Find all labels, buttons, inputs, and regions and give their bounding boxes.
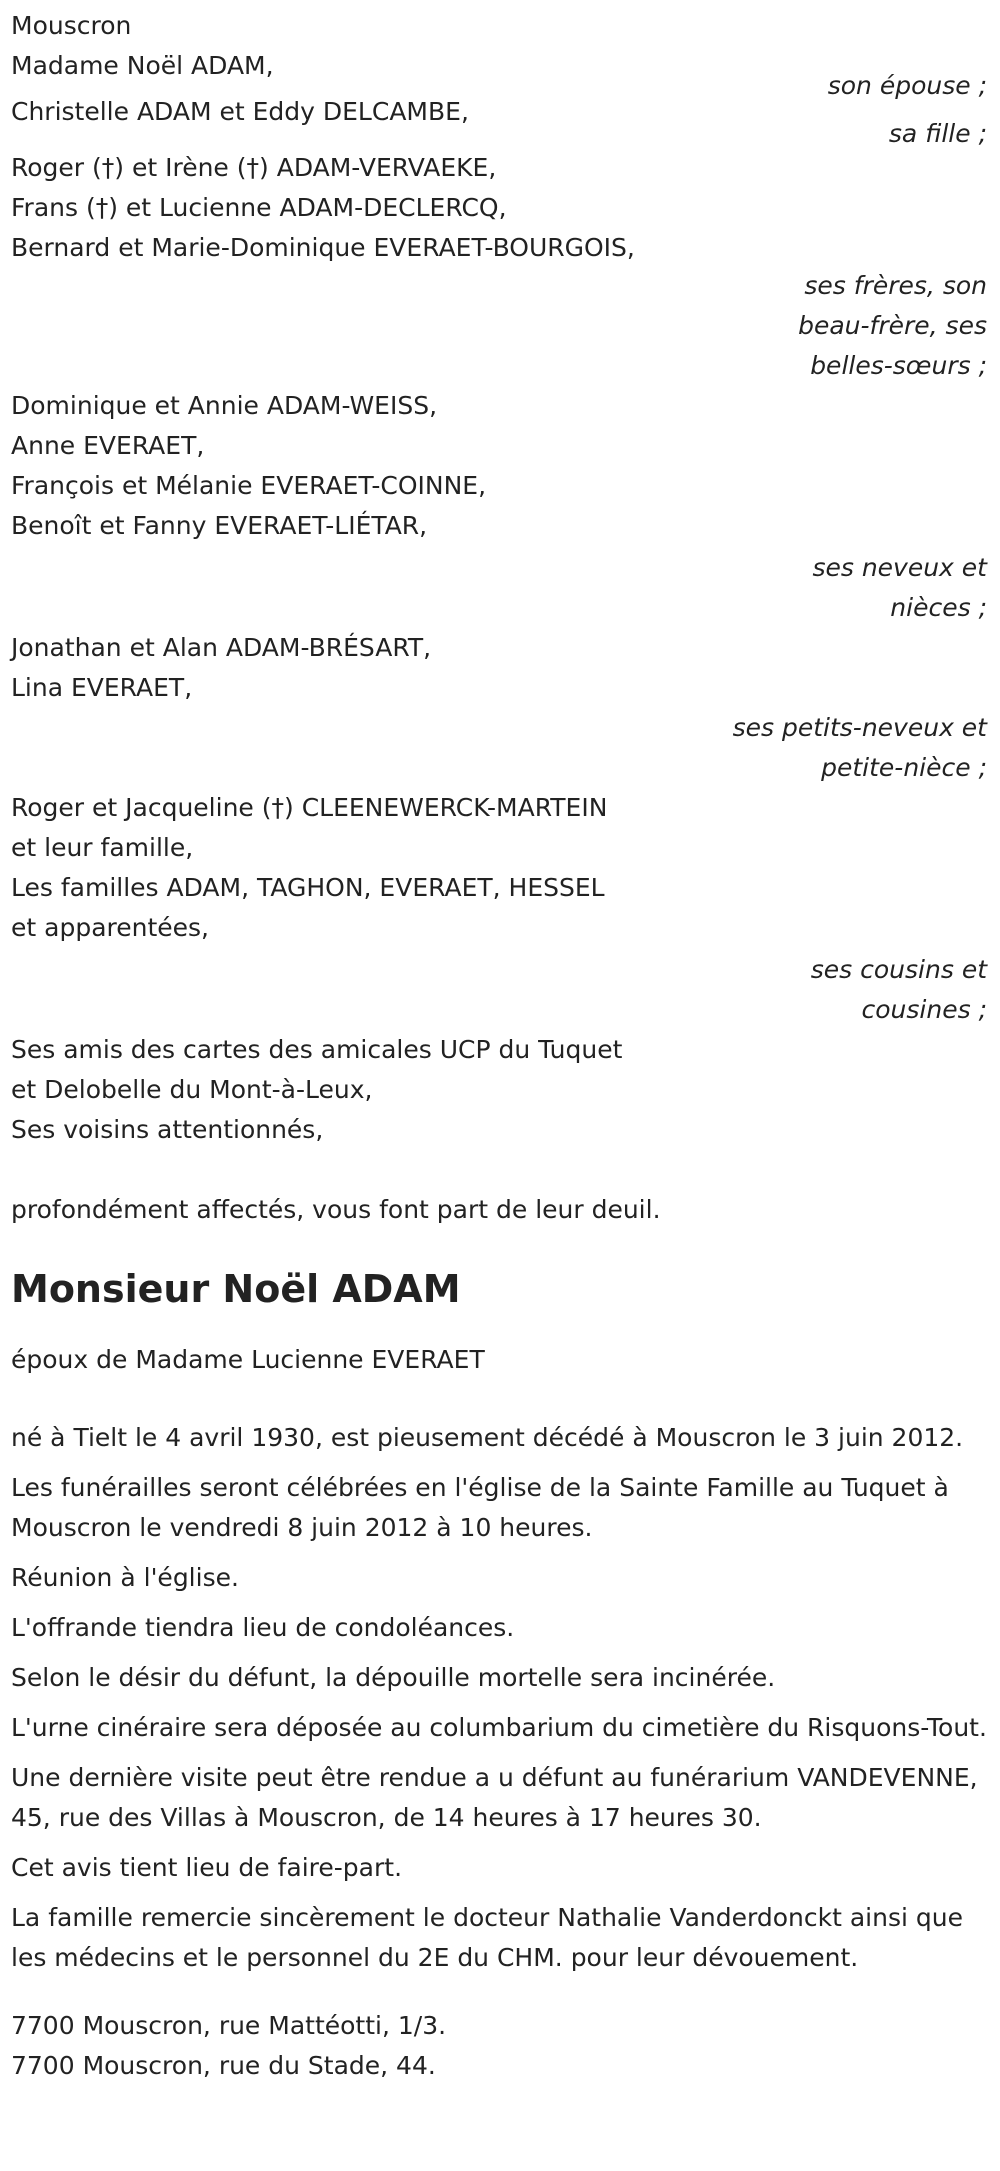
- visit-paragraph: Une dernière visite peut être rendue a u défunt au funérarium VANDEVENNE, 45, rue des Villas à Mouscron, de 14 heures à 17 heures 30.: [11, 1763, 978, 1832]
- relation-label: ses cousins et: [810, 955, 987, 984]
- addresses: [11, 2006, 989, 2086]
- urn-paragraph: L'urne cinéraire sera déposée au columbarium du cimetière du Risquons-Tout.: [11, 1713, 987, 1742]
- announcement-body: [11, 1418, 989, 1978]
- closing-line: profondément affectés, vous font part de leur deuil.: [11, 1195, 661, 1224]
- family-name-line: et leur famille,: [11, 833, 194, 862]
- family-name-line: Lina EVERAET,: [11, 673, 193, 702]
- family-group-nephews: [11, 386, 989, 628]
- relation-label: beau-frère, ses: [798, 311, 987, 340]
- address-line: 7700 Mouscron, rue Mattéotti, 1/3.: [11, 2011, 447, 2040]
- relation-label: ses frères, son: [804, 271, 987, 300]
- relation-label: petite-nièce ;: [821, 753, 987, 782]
- spouse-line: époux de Madame Lucienne EVERAET: [11, 1345, 485, 1374]
- family-name-line: Jonathan et Alan ADAM-BRÉSART,: [11, 633, 432, 662]
- family-name-line: Frans (†) et Lucienne ADAM-DECLERCQ,: [11, 193, 507, 222]
- family-name-line: et apparentées,: [11, 913, 209, 942]
- family-name-line: Anne EVERAET,: [11, 431, 205, 460]
- relation-label: belles-sœurs ;: [810, 351, 987, 380]
- funeral-paragraph: Les funérailles seront célébrées en l'église de la Sainte Famille au Tuquet à Mouscron le vendredi 8 juin 2012 à 10 heures.: [11, 1473, 949, 1542]
- friends-line: et Delobelle du Mont-à-Leux,: [11, 1075, 373, 1104]
- relation-label: ses neveux et: [812, 553, 987, 582]
- relation-label: son épouse ;: [827, 71, 987, 100]
- family-group-siblings: [11, 148, 989, 386]
- notice-paragraph: Cet avis tient lieu de faire-part.: [11, 1853, 403, 1882]
- relation-label: ses petits-neveux et: [732, 713, 987, 742]
- relation-label: cousines ;: [861, 995, 987, 1024]
- city-heading: Mouscron: [11, 11, 132, 40]
- relation-label: sa fille ;: [888, 119, 987, 148]
- address-line: 7700 Mouscron, rue du Stade, 44.: [11, 2051, 436, 2080]
- friends-group: [11, 1030, 989, 1150]
- friends-line: Ses voisins attentionnés,: [11, 1115, 324, 1144]
- family-name-line: Christelle ADAM et Eddy DELCAMBE,: [11, 97, 469, 126]
- family-name-line: Roger (†) et Irène (†) ADAM-VERVAEKE,: [11, 153, 497, 182]
- family-name-line: Les familles ADAM, TAGHON, EVERAET, HESSEL: [11, 873, 605, 902]
- family-group-grand-nephews: [11, 628, 989, 788]
- family-name-line: Roger et Jacqueline (†) CLEENEWERCK-MARTEIN: [11, 793, 608, 822]
- family-name-line: Benoît et Fanny EVERAET-LIÉTAR,: [11, 511, 428, 540]
- birth-death-paragraph: né à Tielt le 4 avril 1930, est pieusement décédé à Mouscron le 3 juin 2012.: [11, 1423, 964, 1452]
- relation-label: nièces ;: [890, 593, 987, 622]
- family-name-line: Madame Noël ADAM,: [11, 51, 274, 80]
- cremation-paragraph: Selon le désir du défunt, la dépouille mortelle sera incinérée.: [11, 1663, 776, 1692]
- family-name-line: Dominique et Annie ADAM-WEISS,: [11, 391, 438, 420]
- family-group-cousins: [11, 788, 989, 1030]
- friends-line: Ses amis des cartes des amicales UCP du Tuquet: [11, 1035, 623, 1064]
- deceased-title: Monsieur Noël ADAM: [11, 1267, 461, 1311]
- family-name-line: François et Mélanie EVERAET-COINNE,: [11, 471, 487, 500]
- thanks-paragraph: La famille remercie sincèrement le docteur Nathalie Vanderdonckt ainsi que les médecins et le personnel du 2E du CHM. pour leur dévouement.: [11, 1903, 963, 1972]
- offering-paragraph: L'offrande tiendra lieu de condoléances.: [11, 1613, 515, 1642]
- family-name-line: Bernard et Marie-Dominique EVERAET-BOURGOIS,: [11, 233, 635, 262]
- meeting-paragraph: Réunion à l'église.: [11, 1563, 239, 1592]
